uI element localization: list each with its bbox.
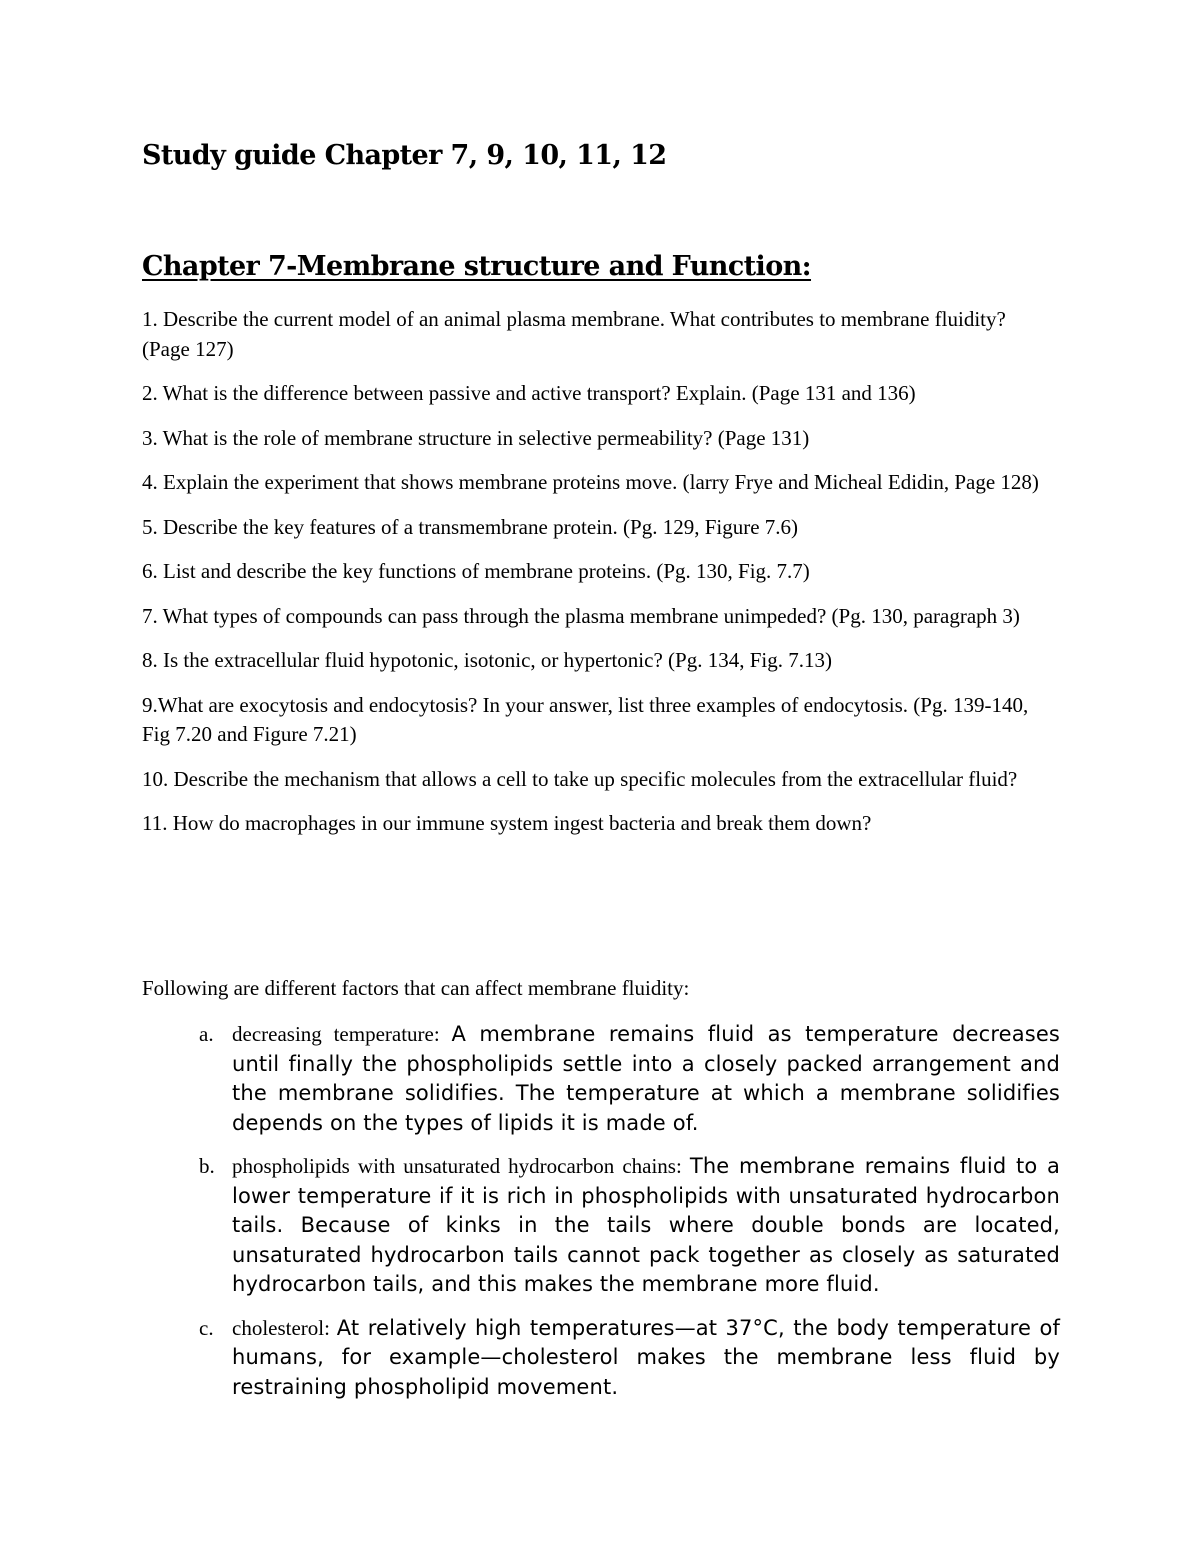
factors-intro: Following are different factors that can affect membrane fluidity: — [142, 976, 690, 1000]
question-item: 8. Is the extracellular fluid hypotonic, isotonic, or hypertonic? (Pg. 134, Fig. 7.13) — [142, 648, 832, 672]
factor-description: A membrane remains fluid as temperature decreases until finally the phospholipids settle into a closely packed arrangement and the membrane solidifies. The temperature at which a membrane solidifies depends on the types of lipids it is made of. — [232, 1022, 1060, 1135]
question-item: 1. Describe the current model of an animal plasma membrane. What contributes to membrane fluidity? (Page 127) — [142, 307, 1006, 361]
factor-term: decreasing temperature: — [232, 1022, 452, 1046]
factor-description: The membrane remains fluid to a lower temperature if it is rich in phospholipids with unsaturated hydrocarbon tails. Because of kinks in the tails where double bonds are located, unsaturated hydrocarbon tails cannot pack together as closely as saturated hydrocarbon tails, and this makes the membrane more fluid. — [232, 1154, 1061, 1296]
factor-marker: b. — [199, 1154, 215, 1178]
factor-description: At relatively high temperatures—at 37°C, the body temperature of humans, for example—cholesterol makes the membrane less fluid by restraining phospholipid movement. — [232, 1315, 1060, 1399]
factor-marker: c. — [199, 1315, 214, 1340]
question-item: 7. What types of compounds can pass through the plasma membrane unimpeded? (Pg. 130, paragraph 3) — [142, 603, 1020, 628]
question-item: 10. Describe the mechanism that allows a cell to take up specific molecules from the extracellular fluid? — [142, 766, 1018, 791]
factor-item — [142, 1315, 1060, 1404]
question-item: 6. List and describe the key functions of membrane proteins. (Pg. 130, Fig. 7.7) — [142, 559, 810, 583]
factor-list — [142, 1021, 1060, 1417]
factor-marker: a. — [199, 1022, 214, 1046]
question-item: 2. What is the difference between passive and active transport? Explain. (Page 131 and 136) — [142, 381, 916, 405]
question-item: 4. Explain the experiment that shows membrane proteins move. (larry Frye and Micheal Edidin, Page 128) — [142, 470, 1039, 494]
chapter-heading: Chapter 7-Membrane structure and Function: — [142, 251, 812, 282]
factor-item — [142, 1021, 1060, 1139]
question-item: 5. Describe the key features of a transmembrane protein. (Pg. 129, Figure 7.6) — [142, 514, 799, 539]
factor-term: cholesterol: — [232, 1315, 337, 1340]
question-item: 9.What are exocytosis and endocytosis? In your answer, list three examples of endocytosis. (Pg. 139-140, Fig 7.20 and Figure 7.21) — [142, 692, 1029, 746]
factor-term: phospholipids with unsaturated hydrocarbon chains: — [232, 1154, 690, 1178]
question-item: 11. How do macrophages in our immune system ingest bacteria and break them down? — [142, 811, 872, 835]
factor-item — [142, 1153, 1060, 1301]
document-title: Study guide Chapter 7, 9, 10, 11, 12 — [142, 140, 667, 171]
question-list — [142, 305, 1052, 854]
question-item: 3. What is the role of membrane structure in selective permeability? (Page 131) — [142, 425, 810, 450]
